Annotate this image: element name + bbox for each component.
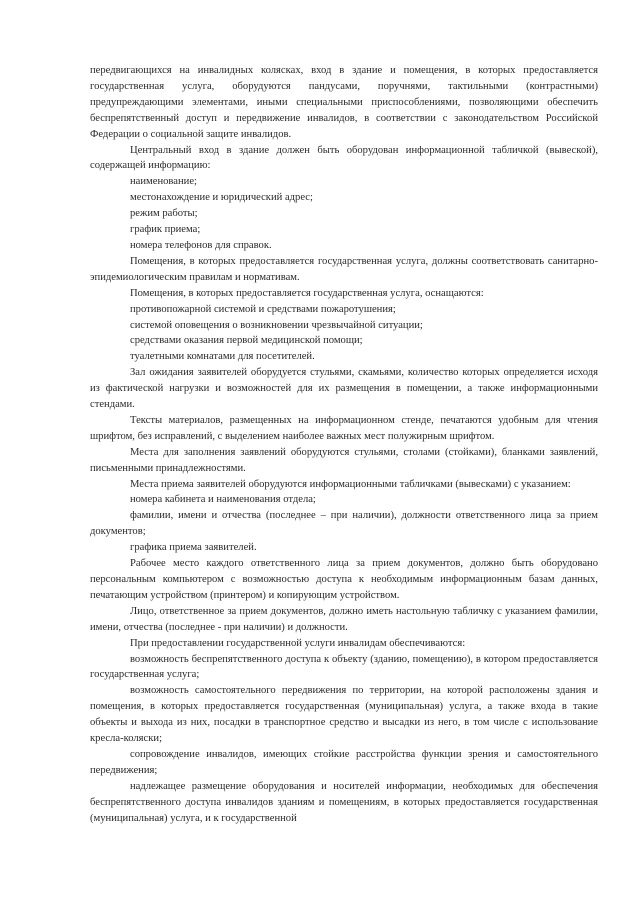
paragraph: Помещения, в которых предоставляется государственная услуга, оснащаются: bbox=[130, 287, 484, 299]
paragraph: надлежащее размещение оборудования и носителей информации, необходимых для обеспечения беспрепятственного доступа инвалидов зданиям и помещениям, в которых предоставляется государственная (муниципальная) услуга, и к государственной bbox=[90, 780, 598, 824]
list-item: туалетными комнатами для посетителей. bbox=[130, 351, 315, 363]
paragraph: возможность самостоятельного передвижения по территории, на которой расположены здания и помещения, в которых предоставляется государственная (муниципальная) услуга, а также входа в такие объекты и выхода из них, посадки в транспортное средство и высадки из него, в том числе с использование кресла-коляски; bbox=[90, 685, 598, 745]
paragraph: Лицо, ответственное за прием документов, должно иметь настольную табличку с указанием фамилии, имени, отчества (последнее - при наличии) и должности. bbox=[90, 605, 598, 633]
list-item: режим работы; bbox=[130, 208, 198, 220]
paragraph: передвигающихся на инвалидных колясках, вход в здание и помещения, в которых предоставляется государственная услуга, оборудуются пандусами, поручнями, тактильными (контрастными) предупреждающими элементами, иными специальными приспособлениями, позволяющими обеспечить беспрепятственный доступ и передвижение инвалидов, в соответствии с законодательством Российской Федерации о социальной защите инвалидов. bbox=[90, 65, 598, 140]
paragraph: Места для заполнения заявлений оборудуются стульями, столами (стойками), бланками заявлений, письменными принадлежностями. bbox=[90, 446, 598, 474]
paragraph: сопровождение инвалидов, имеющих стойкие расстройства функции зрения и самостоятельного передвижения; bbox=[90, 748, 598, 776]
paragraph: При предоставлении государственной услуги инвалидам обеспечиваются: bbox=[130, 637, 466, 649]
paragraph: возможность беспрепятственного доступа к объекту (зданию, помещению), в котором предоставляется государственная услуга; bbox=[90, 653, 598, 681]
paragraph: Зал ожидания заявителей оборудуется стульями, скамьями, количество которых определяется исходя из фактической нагрузки и возможностей для их размещения в помещении, а также информационными стендами. bbox=[90, 367, 598, 411]
paragraph: Рабочее место каждого ответственного лица за прием документов, должно быть оборудовано персональным компьютером с возможностью доступа к необходимым информационным базам данных, печатающим устройством (принтером) и копирующим устройством. bbox=[90, 558, 598, 601]
list-item: график приема; bbox=[130, 224, 201, 236]
list-item: наименование; bbox=[130, 176, 197, 188]
list-item: средствами оказания первой медицинской помощи; bbox=[130, 335, 363, 347]
paragraph: фамилии, имени и отчества (последнее – при наличии), должности ответственного лица за прием документов; bbox=[90, 510, 598, 538]
paragraph: Помещения, в которых предоставляется государственная услуга, должны соответствовать санитарно-эпидемиологическим правилам и нормативам. bbox=[90, 255, 598, 283]
list-item: противопожарной системой и средствами пожаротушения; bbox=[130, 303, 396, 315]
list-item: местонахождение и юридический адрес; bbox=[130, 192, 313, 204]
paragraph: Места приема заявителей оборудуются информационными табличками (вывесками) с указанием: bbox=[130, 478, 571, 490]
list-item: номера кабинета и наименования отдела; bbox=[130, 494, 316, 506]
list-item: системой оповещения о возникновении чрезвычайной ситуации; bbox=[130, 319, 423, 331]
list-item: номера телефонов для справок. bbox=[130, 239, 272, 251]
paragraph: Центральный вход в здание должен быть оборудован информационной табличкой (вывеской), содержащей информацию: bbox=[90, 144, 598, 172]
list-item: графика приема заявителей. bbox=[130, 542, 257, 554]
paragraph: Тексты материалов, размещенных на информационном стенде, печатаются удобным для чтения шрифтом, без исправлений, с выделением наиболее важных мест полужирным шрифтом. bbox=[90, 414, 598, 442]
document-body bbox=[90, 63, 598, 827]
